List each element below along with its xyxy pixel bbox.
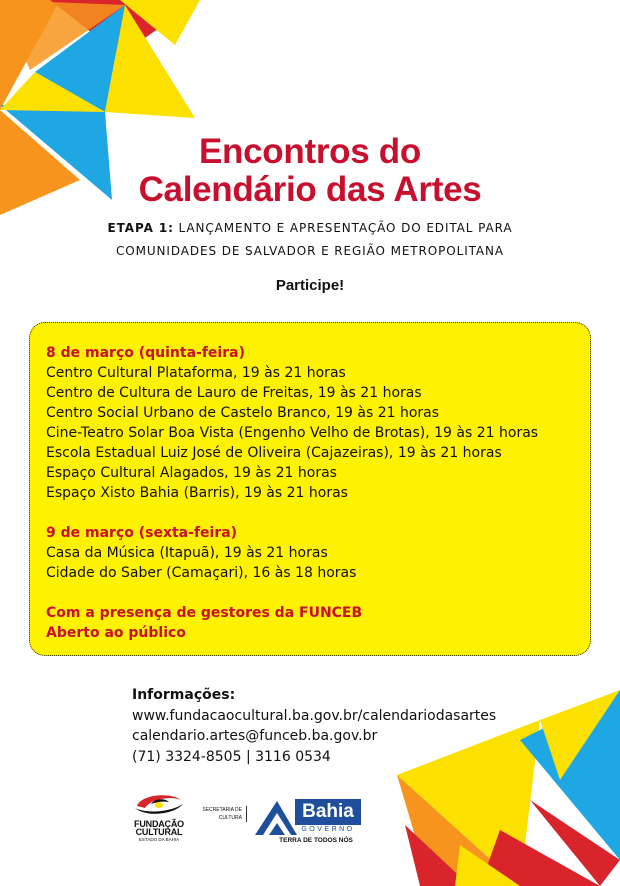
bahia-word: Bahia [295, 799, 361, 825]
funceb-emblem-icon [131, 792, 187, 816]
info-heading: Informações: [132, 687, 236, 703]
secretaria-line-1: SECRETARIA DE [202, 807, 242, 813]
funceb-logo-line-3: ESTADO DA BAHIA [138, 837, 180, 842]
list-item: Casa da Música (Itapuã), 19 às 21 horas [46, 545, 328, 561]
note-line-2: Aberto ao público [46, 625, 186, 641]
funceb-logo [128, 792, 190, 842]
secretaria-line-2: CULTURA [218, 815, 242, 821]
funceb-logo-line-2: CULTURAL [135, 827, 183, 837]
list-item: Espaço Cultural Alagados, 19 às 21 horas [46, 465, 337, 481]
website-link[interactable]: www.fundacaocultural.ba.gov.br/calendariodasartes [132, 707, 497, 724]
stage-label: ETAPA 1: [107, 221, 174, 235]
list-item: Cine-Teatro Solar Boa Vista (Engenho Velho de Brotas), 19 às 21 horas [46, 425, 539, 441]
list-item: Cidade do Saber (Camaçari), 16 às 18 horas [46, 565, 357, 581]
bahia-slogan: TERRA DE TODOS NÓS [279, 837, 353, 844]
day1-heading: 8 de março (quinta-feira) [46, 345, 245, 361]
list-item: Centro Cultural Plataforma, 19 às 21 horas [46, 365, 346, 381]
list-item: Centro Social Urbano de Castelo Branco, 19 às 21 horas [46, 405, 440, 421]
email-link[interactable]: calendario.artes@funceb.ba.gov.br [132, 728, 378, 744]
list-item: Espaço Xisto Bahia (Barris), 19 às 21 horas [46, 485, 348, 501]
subtitle-line-1 [0, 217, 620, 240]
phone-numbers: (71) 3324-8505 | 3116 0534 [132, 748, 331, 765]
list-item: Escola Estadual Luiz José de Oliveira (Cajazeiras), 19 às 21 horas [46, 445, 502, 461]
day2-heading: 9 de março (sexta-feira) [46, 525, 238, 541]
contact-info [132, 685, 496, 767]
subtitle-line-1-text: LANÇAMENTO E APRESENTAÇÃO DO EDITAL PARA [173, 221, 513, 235]
title-line-1: Encontros do [199, 132, 421, 171]
bahia-emblem-icon [253, 799, 297, 837]
governo-word: GOVERNO [301, 826, 355, 833]
title-line-2: Calendário das Artes [138, 170, 482, 209]
note-line-1: Com a presença de gestores da FUNCEB [46, 605, 363, 621]
page-title [0, 133, 620, 209]
secretaria-label [200, 806, 247, 822]
subtitle-line-2: COMUNIDADES DE SALVADOR E REGIÃO METROPOLITANA [115, 244, 505, 258]
subtitle [0, 217, 620, 263]
call-to-action: Participe! [275, 277, 345, 294]
list-item: Centro de Cultura de Lauro de Freitas, 19 às 21 horas [46, 385, 422, 401]
funceb-logo-line-1: FUNDAÇÃO [134, 819, 184, 829]
schedule-text [46, 343, 538, 643]
